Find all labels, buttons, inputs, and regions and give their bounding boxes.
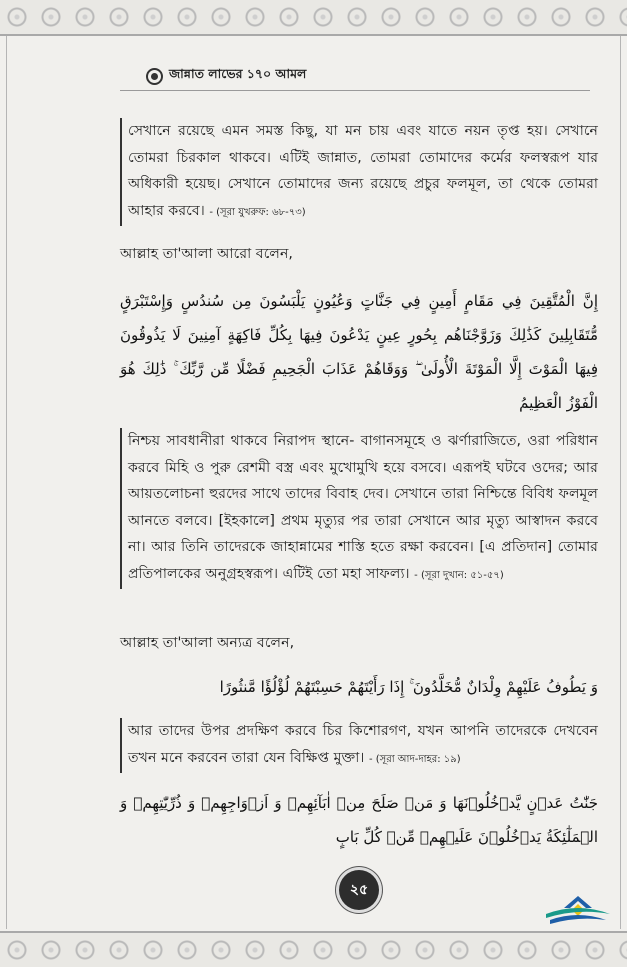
publisher-logo-icon <box>540 894 616 928</box>
citation: - (সূরা দুখান: ৫১-৫৭) <box>414 569 504 581</box>
intro-line-1: আল্লাহ তা'আলা আরো বলেন, <box>120 246 293 262</box>
translation-text: নিশ্চয় সাবধানীরা থাকবে নিরাপদ স্থানে- বাগানসমূহে ও ঝর্ণারাজিতে, ওরা পরিধান করবে মিহি ও পুরু রেশমী বস্ত্র এবং মুখোমুখি হয়ে বসবে। এরূপই ঘটবে ওদের; আর আয়তলোচনা হুরদের সাথে তাদের বিবাহ দেব। সেখানে তারা নিশ্চিন্তে বিবিধ ফলমূল আনতে বলবে। [ইহকালে] প্রথম মৃত্যুর পর তারা সেখানে আর মৃত্যু আস্বাদন করবে না। আর তিনি তাদেরকে জাহান্নামের শাস্তি হতে রক্ষা করবেন। [এ প্রতিদান] তোমার প্রতিপালকের অনুগ্রহস্বরূপ। এটিই তো মহা সাফল্য। <box>128 433 598 582</box>
bottom-ornament-border <box>0 931 627 967</box>
left-margin-line <box>6 36 7 929</box>
book-title: জান্নাত লাভের ১৭০ আমল <box>169 66 307 81</box>
rosette-icon <box>146 68 163 85</box>
top-ornament-border <box>0 0 627 36</box>
translation-text: সেখানে রয়েছে এমন সমস্ত কিছু, যা মন চায় এবং যাতে নয়ন তৃপ্ত হয়। সেখানে তোমরা চিরকাল থাকবে। এটিই জান্নাত, তোমরা তোমাদের কর্মের ফলস্বরূপ যার অধিকারী হয়েছ। সেখানে তোমাদের জন্য রয়েছে প্রচুর ফলমূল, তা থেকে তোমরা আহার করবে। <box>128 123 598 219</box>
citation: - (সূরা আদ-দাহর: ১৯) <box>368 753 461 765</box>
translation-block-1 <box>120 118 598 226</box>
page-number-badge: ২৫ <box>339 870 379 910</box>
intro-line-2: আল্লাহ তা'আলা অন্যত্র বলেন, <box>120 635 295 651</box>
header-divider <box>120 90 590 91</box>
arabic-verse-3: جَنّٰتُ عَدۡنٍ یَّدۡخُلُوۡنَهَا وَ مَنۡ صَلَحَ مِنۡ اٰبَآئِهِمۡ وَ اَزۡوَاجِهِمۡ وَ ذُرِّیّٰتِهِمۡ وَ الۡمَلٰٓئِكَةُ یَدۡخُلُوۡنَ عَلَیۡهِمۡ مِّنۡ كُلِّ بَابٍ <box>120 794 598 846</box>
translation-block-2 <box>120 428 598 589</box>
running-header <box>146 66 306 86</box>
arabic-verse-2: وَ يَطُوفُ عَلَيْهِمْ وِلْدَانٌ مُّخَلَّدُونَ ۚ إِذَا رَأَيْتَهُمْ حَسِبْتَهُمْ لُؤْلُؤًا مَّنثُورًا <box>219 678 598 696</box>
arabic-verse-1: إِنَّ الْمُتَّقِينَ فِي مَقَامٍ أَمِينٍ فِي جَنَّاتٍ وَعُيُونٍ يَلْبَسُونَ مِن سُندُسٍ وَإِسْتَبْرَقٍ مُّتَقَابِلِينَ كَذَٰلِكَ وَزَوَّجْنَاهُم بِحُورٍ عِينٍ يَدْعُونَ فِيهَا بِكُلِّ فَاكِهَةٍ آمِنِينَ لَا يَذُوقُونَ فِيهَا الْمَوْتَ إِلَّا الْمَوْتَةَ الْأُولَىٰ ۖ وَوَقَاهُمْ عَذَابَ الْجَحِيمِ فَضْلًا مِّن رَّبِّكَ ۚ ذَٰلِكَ هُوَ الْفَوْزُ الْعَظِيمُ <box>120 292 598 412</box>
translation-text: আর তাদের উপর প্রদক্ষিণ করবে চির কিশোরগণ, যখন আপনি তাদেরকে দেখবেন তখন মনে করবেন তারা যেন বিক্ষিপ্ত মুক্তা। <box>128 723 598 766</box>
logo-book-bottom <box>550 915 606 924</box>
right-margin-line <box>620 36 621 929</box>
translation-block-3 <box>120 718 598 773</box>
citation: - (সূরা যুখরুফ: ৬৮-৭৩) <box>209 206 306 218</box>
